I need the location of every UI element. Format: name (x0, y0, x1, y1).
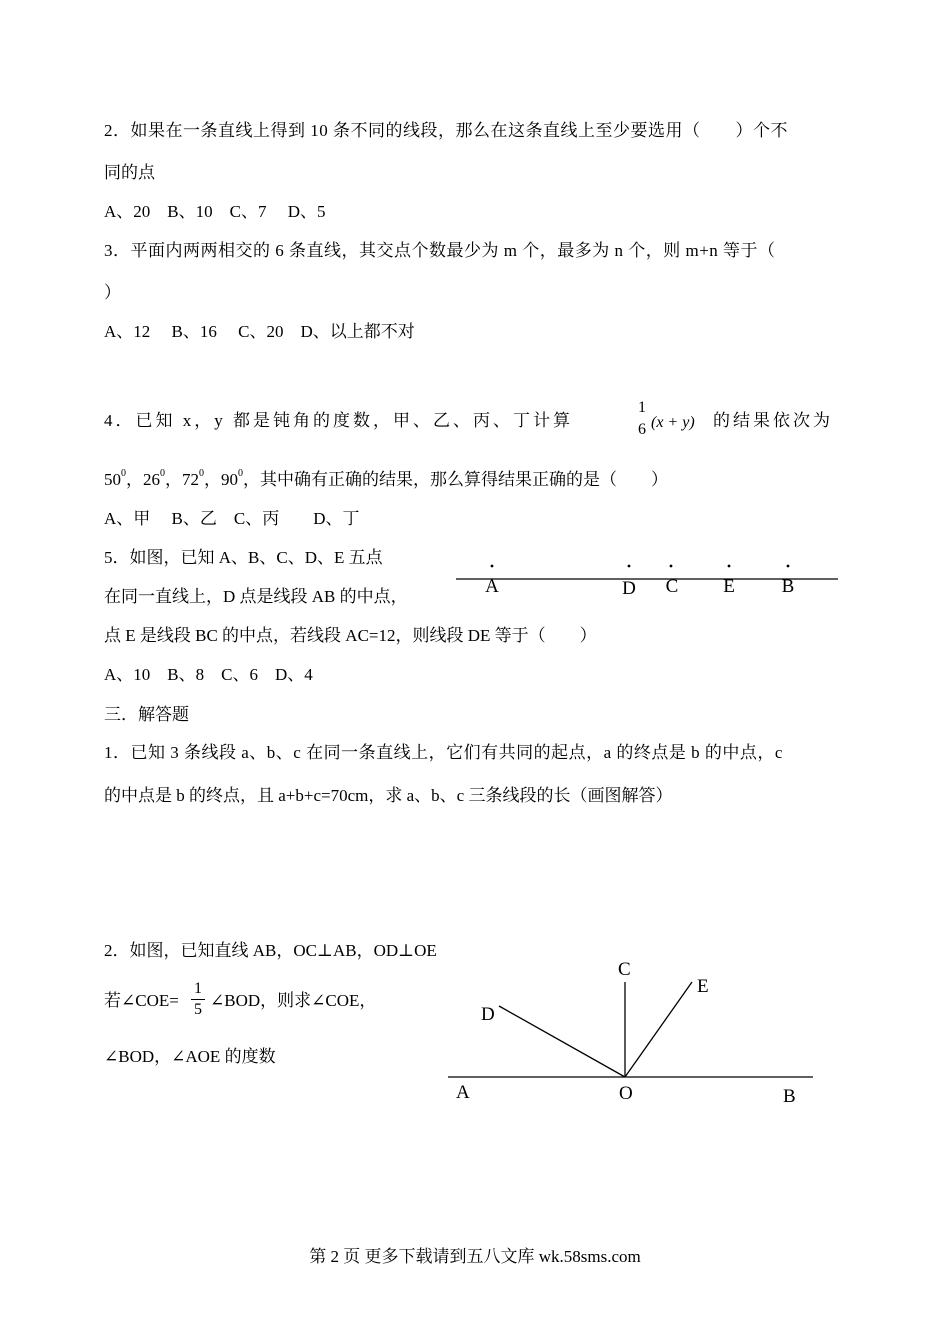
q5-point-e-dot (728, 565, 731, 568)
fig-label-d: D (481, 1004, 495, 1025)
fig-label-a: A (456, 1082, 470, 1103)
section3-p2-line2-post: ∠BOD，则求∠COE， (210, 991, 377, 1010)
q5-label-d: D (622, 578, 636, 599)
q4-line1-post: 的结果依次为 (713, 411, 833, 430)
degree-sup: 0 (238, 468, 243, 479)
q4-v3: 72 (182, 470, 199, 489)
fig-label-c: C (618, 959, 631, 980)
ray-od (499, 1006, 625, 1077)
q3-line2: ） (104, 283, 121, 302)
q4-v4: 90 (221, 470, 238, 489)
section3-p1-line1: 1．已知 3 条线段 a、b、c 在同一条直线上，它们有共同的起点，a 的终点是 b 的中点，c (104, 743, 783, 762)
q4-v1: 50 (104, 470, 121, 489)
q5-line1: 5．如图，已知 A、B、C、D、E 五点 (104, 548, 383, 567)
fig-label-o: O (619, 1083, 633, 1104)
q4-expr: (x + y) (651, 414, 695, 431)
fig-label-b: B (783, 1086, 796, 1107)
q4-frac-num: 1 (638, 399, 646, 416)
q4-line2-post: ，其中确有正确的结果，那么算得结果正确的是（ ） (243, 470, 668, 489)
q3-line1: 3．平面内两两相交的 6 条直线，其交点个数最少为 m 个，最多为 n 个，则 m+n 等于（ (104, 241, 776, 260)
q5-point-d-dot (628, 565, 631, 568)
q4-v2: 26 (143, 470, 160, 489)
page-footer: 第 2 页 更多下载请到五八文库 wk.58sms.com (309, 1247, 641, 1266)
q2-options: A、20 B、10 C、7 D、5 (104, 202, 326, 221)
q5-point-c-dot (670, 565, 673, 568)
q3-options: A、12 B、16 C、20 D、以上都不对 (104, 322, 415, 341)
q5-label-c: C (665, 576, 679, 597)
q5-label-b: B (781, 576, 795, 597)
section3-p2-fraction (191, 980, 205, 1019)
q2-line1: 2．如果在一条直线上得到 10 条不同的线段，那么在这条直线上至少要选用（ ）个不 (104, 121, 788, 140)
frac-bar (191, 999, 205, 1000)
fig-label-e: E (697, 976, 709, 997)
p2-frac-num: 1 (194, 980, 202, 997)
degree-sup: 0 (199, 468, 204, 479)
q4-frac-den: 6 (638, 421, 646, 438)
section3-p2-line2-pre: 若∠COE= (104, 991, 179, 1010)
ray-oe (625, 982, 692, 1077)
q5-label-e: E (723, 576, 735, 597)
q5-line2: 在同一直线上，D 点是线段 AB 的中点， (104, 587, 408, 606)
q4-options: A、甲 B、乙 C、丙 D、丁 (104, 509, 360, 528)
q5-point-b-dot (787, 565, 790, 568)
section3-p1-line2: 的中点是 b 的终点，且 a+b+c=70cm，求 a、b、c 三条线段的长（画图解答） (104, 786, 673, 805)
q5-options: A、10 B、8 C、6 D、4 (104, 665, 313, 684)
q2-line2: 同的点 (104, 163, 155, 182)
degree-sup: 0 (121, 468, 126, 479)
degree-sup: 0 (160, 468, 165, 479)
q4-line2: $50^0$，$26^0$，$72^0$，$90^0$，其中确有正确的结果，那么算得结果正确的是（ ） (104, 468, 668, 489)
q5-point-a-dot (491, 565, 494, 568)
q5-line3: 点 E 是线段 BC 的中点，若线段 AC=12，则线段 DE 等于（ ） (104, 626, 597, 645)
section3-heading: 三．解答题 (104, 705, 189, 724)
q4-line1-pre: 4．已知 x，y 都是钝角的度数，甲、乙、丙、丁计算 (104, 411, 573, 430)
section3-p2-line1: 2．如图，已知直线 AB，OC⊥AB，OD⊥OE (104, 941, 437, 960)
q5-label-a: A (485, 576, 499, 597)
section3-p2-line3: ∠BOD，∠AOE 的度数 (104, 1047, 276, 1066)
p2-frac-den: 5 (194, 1001, 202, 1018)
